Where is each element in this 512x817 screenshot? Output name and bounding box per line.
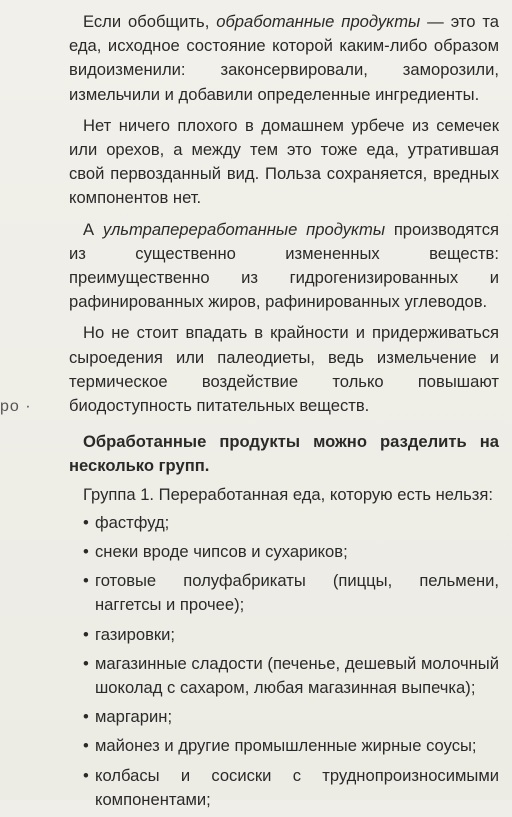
bullet-icon: • <box>83 653 89 673</box>
list-item <box>69 652 499 700</box>
list-item <box>69 705 499 729</box>
bullet-icon: • <box>83 542 89 562</box>
list-item <box>69 734 499 758</box>
list-item-text: майонез и другие промышленные жирные соусы; <box>95 736 477 756</box>
paragraph-processed-definition <box>69 10 499 107</box>
paragraph-ultraprocessed <box>69 218 499 315</box>
bullet-icon: • <box>83 707 89 727</box>
list-item <box>69 569 499 617</box>
group-1-list <box>69 511 499 812</box>
list-item <box>69 540 499 564</box>
list-item-text: магазинные сладости (печенье, дешевый молочный шоколад с сахаром, любая магазинная выпечка); <box>95 653 499 698</box>
list-item-text: готовые полуфабрикаты (пиццы, пельмени, наггетсы и прочее); <box>95 571 499 615</box>
bullet-icon: • <box>83 571 89 591</box>
group-1-title: Группа 1. Переработанная еда, которую есть нельзя: <box>83 484 493 504</box>
section-heading: Обработанные продукты можно разделить на несколько групп. <box>69 432 499 476</box>
paragraph-urbech: Нет ничего плохого в домашнем урбече из семечек или орехов, а между тем это тоже еда, утратившая свой первозданный вид. Польза сохраняется, вредных компонентов нет. <box>69 115 499 208</box>
paragraph-text: А <box>83 219 103 239</box>
term-ultraprocessed-products: ультрапереработанные продукты <box>102 219 386 239</box>
bullet-icon: • <box>83 512 89 532</box>
list-item-text: маргарин; <box>95 707 173 727</box>
list-item-text: колбасы и сосиски с труднопроизносимыми компонентами; <box>95 765 499 809</box>
paragraph-text: — это та еда, исходное состояние которой каким-либо образом видоизменили: законсервировали, заморозили, измельчили и добавили определенные ингредиенты. <box>69 12 500 104</box>
list-item <box>69 764 499 812</box>
list-item <box>69 511 499 535</box>
paragraph-text: производятся из существенно измененных веществ: преимущественно из гидрогенизированных и рафинированных жиров, рафинированных углеводов. <box>69 219 499 312</box>
paragraph-text: Если обобщить, <box>83 12 217 31</box>
term-processed-products: обработанные продукты <box>216 12 421 31</box>
list-item-text: фастфуд; <box>95 512 170 532</box>
paragraph-extremes: Но не стоит впадать в крайности и придерживаться сыроедения или палеодиеты, ведь измельчение и термическое воздействие только повышают биодоступность питательных веществ. <box>69 323 499 416</box>
page-content <box>69 10 499 817</box>
bullet-icon: • <box>83 624 89 644</box>
bullet-icon: • <box>83 765 89 785</box>
margin-mark: ро · <box>0 398 32 415</box>
list-item-text: снеки вроде чипсов и сухариков; <box>95 542 348 562</box>
list-item-text: газировки; <box>95 624 176 644</box>
bullet-icon: • <box>83 736 89 756</box>
list-item <box>69 623 499 647</box>
